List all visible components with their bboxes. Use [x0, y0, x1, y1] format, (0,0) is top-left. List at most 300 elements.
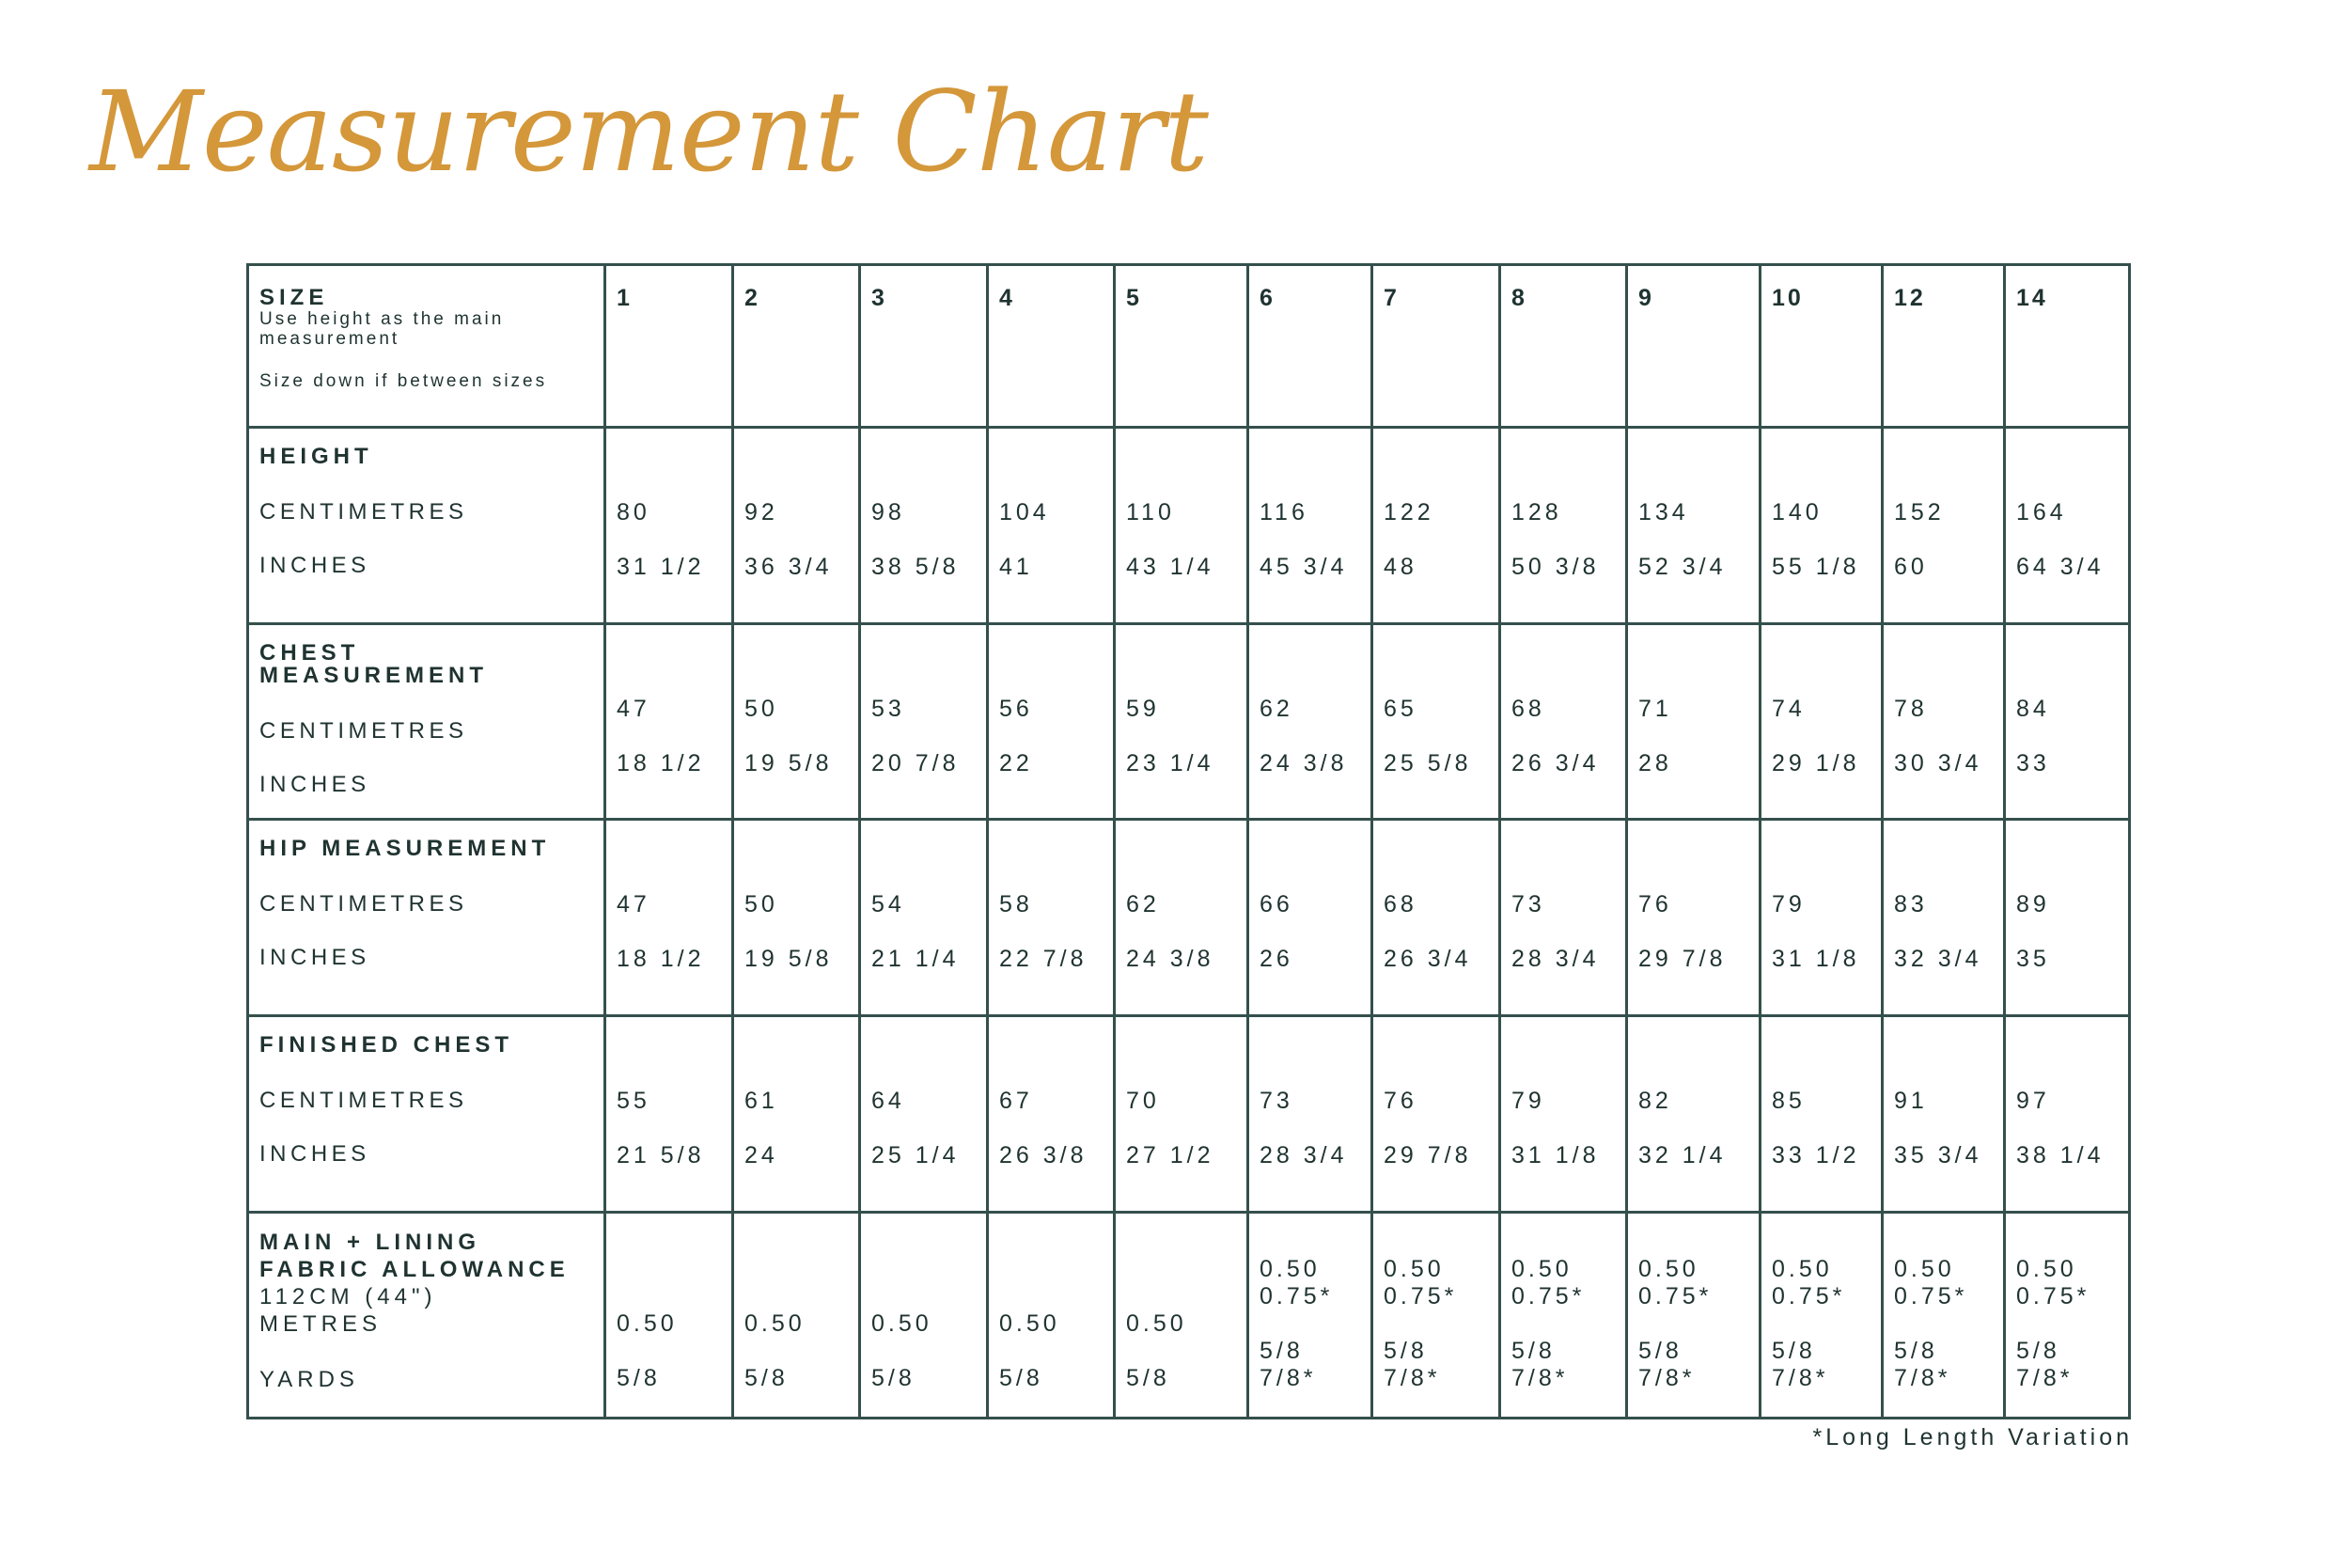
value-cell	[1500, 820, 1627, 1016]
inches-label: INCHES	[259, 552, 370, 578]
yards-long-value: 7/8*	[1772, 1365, 1829, 1392]
spacer	[1260, 642, 1361, 665]
metres-label: METRES	[259, 1311, 383, 1338]
value-cell	[1115, 623, 1248, 820]
centimetres-value: 59	[1126, 695, 1160, 722]
inches-label: INCHES	[259, 945, 370, 971]
centimetres-value: 53	[871, 695, 905, 722]
value-cell	[1761, 427, 1883, 623]
centimetres-label: CENTIMETRES	[259, 891, 468, 917]
spacer	[2016, 1034, 2119, 1057]
centimetres-value: 134	[1638, 498, 1689, 525]
inches-value: 38 5/8	[871, 553, 960, 580]
value-cell	[1627, 427, 1761, 623]
spacer	[1638, 1034, 1749, 1057]
size-5-header	[1115, 265, 1248, 428]
value-cell	[1883, 1016, 2005, 1213]
value-cell	[1248, 1016, 1372, 1213]
spacer	[744, 642, 849, 665]
inches-value: 50 3/8	[1511, 553, 1600, 580]
inches-value: 18 1/2	[617, 749, 705, 776]
spacer	[1772, 838, 1871, 860]
inches-value: 31 1/2	[617, 553, 705, 580]
value-cell	[2005, 427, 2130, 623]
inches-value: 31 1/8	[1772, 946, 1860, 973]
inches-value: 25 5/8	[1384, 749, 1472, 776]
centimetres-value: 128	[1511, 498, 1562, 525]
size-header-row	[248, 265, 2130, 428]
inches-value: 55 1/8	[1772, 553, 1860, 580]
spacer	[1126, 1034, 1237, 1057]
inches-value: 41	[999, 553, 1033, 580]
centimetres-value: 122	[1384, 498, 1434, 525]
spacer	[1772, 446, 1871, 468]
value-cell	[1248, 427, 1372, 623]
spacer	[1126, 642, 1237, 665]
value-cell	[1500, 623, 1627, 820]
yards-value: 5/8	[1638, 1338, 1683, 1365]
value-cell	[733, 623, 860, 820]
fabric-title-allowance: FABRIC ALLOWANCE	[259, 1257, 570, 1283]
centimetres-value: 73	[1511, 891, 1545, 918]
centimetres-value: 62	[1126, 891, 1160, 918]
centimetres-value: 47	[617, 891, 650, 918]
centimetres-value: 82	[1638, 1088, 1672, 1115]
value-cell	[1115, 1016, 1248, 1213]
centimetres-value: 164	[2016, 498, 2067, 525]
page-title: Measurement Chart	[89, 67, 1208, 196]
size-number: 8	[1511, 285, 1527, 311]
spacer	[617, 1034, 722, 1057]
centimetres-value: 79	[1772, 891, 1806, 918]
size-label: SIZE	[259, 285, 329, 310]
size-14-header	[2005, 265, 2130, 428]
metres-value: 0.50	[744, 1310, 806, 1338]
value-cell	[1761, 623, 1883, 820]
size-number: 2	[744, 285, 760, 311]
fabric-value-cell	[2005, 1213, 2130, 1419]
centimetres-value: 89	[2016, 891, 2050, 918]
spacer	[1260, 838, 1361, 860]
centimetres-value: 62	[1260, 695, 1293, 722]
spacer	[1384, 838, 1489, 860]
inches-value: 23 1/4	[1126, 749, 1214, 776]
spacer	[1894, 1034, 1994, 1057]
centimetres-value: 55	[617, 1088, 650, 1115]
section-row	[248, 623, 2130, 820]
value-cell	[1627, 1016, 1761, 1213]
inches-value: 26 3/8	[999, 1142, 1088, 1169]
size-8-header	[1500, 265, 1627, 428]
value-cell	[1761, 820, 1883, 1016]
yards-long-value: 7/8*	[1384, 1365, 1441, 1392]
centimetres-value: 47	[617, 695, 650, 722]
centimetres-value: 56	[999, 695, 1033, 722]
yards-long-value: 7/8*	[1894, 1365, 1951, 1392]
size-number: 5	[1126, 285, 1142, 311]
spacer	[2016, 446, 2119, 468]
section-label-cell	[248, 623, 605, 820]
value-cell	[605, 623, 733, 820]
value-cell	[988, 1016, 1115, 1213]
value-cell	[860, 820, 988, 1016]
centimetres-value: 85	[1772, 1088, 1806, 1115]
inches-value: 33 1/2	[1772, 1142, 1860, 1169]
inches-value: 35 3/4	[1894, 1142, 1982, 1169]
spacer	[871, 446, 977, 468]
value-cell	[1500, 1016, 1627, 1213]
size-note-between: Size down if between sizes	[259, 371, 548, 391]
value-cell	[1761, 1016, 1883, 1213]
value-cell	[988, 427, 1115, 623]
metres-value: 0.50	[871, 1310, 932, 1338]
value-cell	[2005, 1016, 2130, 1213]
metres-long-value: 0.75*	[1260, 1283, 1334, 1310]
yards-value: 5/8	[999, 1365, 1043, 1392]
spacer	[1384, 642, 1489, 665]
value-cell	[1372, 427, 1500, 623]
fabric-label-cell	[248, 1213, 605, 1419]
yards-value: 5/8	[2016, 1338, 2060, 1365]
inches-value: 22	[999, 749, 1033, 776]
spacer	[871, 1034, 977, 1057]
section-label-cell	[248, 1016, 605, 1213]
value-cell	[1500, 427, 1627, 623]
metres-value: 0.50	[1260, 1256, 1321, 1283]
spacer	[2016, 642, 2119, 665]
yards-long-value: 7/8*	[1511, 1365, 1569, 1392]
size-4-header	[988, 265, 1115, 428]
section-row	[248, 820, 2130, 1016]
value-cell	[860, 1016, 988, 1213]
inches-value: 38 1/4	[2016, 1142, 2105, 1169]
centimetres-value: 68	[1511, 695, 1545, 722]
value-cell	[1248, 623, 1372, 820]
value-cell	[733, 820, 860, 1016]
value-cell	[860, 623, 988, 820]
section-title: CHEST MEASUREMENT	[259, 639, 489, 688]
inches-value: 26	[1260, 946, 1293, 973]
metres-value: 0.50	[1384, 1256, 1445, 1283]
size-6-header	[1248, 265, 1372, 428]
spacer	[744, 1034, 849, 1057]
inches-value: 52 3/4	[1638, 553, 1727, 580]
spacer	[617, 838, 722, 860]
centimetres-value: 140	[1772, 498, 1823, 525]
yards-long-value: 7/8*	[1638, 1365, 1696, 1392]
centimetres-value: 73	[1260, 1088, 1293, 1115]
inches-value: 27 1/2	[1126, 1142, 1214, 1169]
fabric-value-cell	[1500, 1213, 1627, 1419]
yards-long-value: 7/8*	[2016, 1365, 2074, 1392]
yards-label: YARDS	[259, 1367, 359, 1393]
centimetres-value: 92	[744, 498, 778, 525]
centimetres-value: 61	[744, 1088, 778, 1115]
measurement-table	[246, 263, 2131, 1419]
metres-value: 0.50	[1126, 1310, 1187, 1338]
spacer	[1126, 446, 1237, 468]
metres-value: 0.50	[617, 1310, 678, 1338]
centimetres-value: 104	[999, 498, 1050, 525]
table-body	[248, 265, 2130, 1419]
value-cell	[605, 1016, 733, 1213]
inches-value: 26 3/4	[1384, 946, 1472, 973]
metres-value: 0.50	[1894, 1256, 1955, 1283]
spacer	[999, 642, 1104, 665]
inches-value: 30 3/4	[1894, 749, 1982, 776]
metres-long-value: 0.75*	[1772, 1283, 1846, 1310]
centimetres-value: 68	[1384, 891, 1417, 918]
centimetres-value: 152	[1894, 498, 1945, 525]
metres-value: 0.50	[1511, 1256, 1573, 1283]
yards-value: 5/8	[1384, 1338, 1428, 1365]
spacer	[1772, 1034, 1871, 1057]
centimetres-value: 83	[1894, 891, 1928, 918]
inches-value: 28	[1638, 749, 1672, 776]
spacer	[999, 838, 1104, 860]
inches-value: 29 7/8	[1638, 946, 1727, 973]
spacer	[871, 838, 977, 860]
metres-value: 0.50	[1638, 1256, 1699, 1283]
spacer	[617, 446, 722, 468]
size-7-header	[1372, 265, 1500, 428]
centimetres-value: 110	[1126, 498, 1175, 525]
inches-value: 31 1/8	[1511, 1142, 1600, 1169]
size-1-header	[605, 265, 733, 428]
fabric-value-cell	[1372, 1213, 1500, 1419]
yards-long-value: 7/8*	[1260, 1365, 1317, 1392]
fabric-value-cell	[988, 1213, 1115, 1419]
value-cell	[2005, 820, 2130, 1016]
value-cell	[1627, 623, 1761, 820]
inches-value: 43 1/4	[1126, 553, 1214, 580]
inches-value: 64 3/4	[2016, 553, 2105, 580]
inches-value: 21 5/8	[617, 1142, 705, 1169]
fabric-value-cell	[1248, 1213, 1372, 1419]
centimetres-value: 80	[617, 498, 650, 525]
value-cell	[1115, 427, 1248, 623]
inches-value: 18 1/2	[617, 946, 705, 973]
size-number: 1	[617, 285, 633, 311]
inches-value: 28 3/4	[1511, 946, 1600, 973]
size-number: 7	[1384, 285, 1400, 311]
inches-label: INCHES	[259, 1141, 370, 1168]
centimetres-label: CENTIMETRES	[259, 498, 468, 525]
size-number: 14	[2016, 285, 2048, 311]
inches-value: 21 1/4	[871, 946, 960, 973]
fabric-title-main-lining: MAIN + LINING	[259, 1230, 481, 1256]
spacer	[1894, 838, 1994, 860]
inches-value: 32 1/4	[1638, 1142, 1727, 1169]
size-number: 6	[1260, 285, 1276, 311]
value-cell	[733, 1016, 860, 1213]
spacer	[1384, 446, 1489, 468]
size-number: 12	[1894, 285, 1926, 311]
metres-long-value: 0.75*	[2016, 1283, 2090, 1310]
yards-value: 5/8	[871, 1365, 916, 1392]
size-10-header	[1761, 265, 1883, 428]
section-row	[248, 427, 2130, 623]
inches-value: 20 7/8	[871, 749, 960, 776]
inches-value: 32 3/4	[1894, 946, 1982, 973]
value-cell	[1883, 820, 2005, 1016]
fabric-value-cell	[1761, 1213, 1883, 1419]
value-cell	[1248, 820, 1372, 1016]
spacer	[999, 1034, 1104, 1057]
size-note-height: Use height as the main measurement	[259, 309, 505, 349]
value-cell	[1372, 623, 1500, 820]
spacer	[1894, 446, 1994, 468]
centimetres-value: 74	[1772, 695, 1806, 722]
spacer	[1511, 446, 1616, 468]
value-cell	[1372, 820, 1500, 1016]
inches-value: 24	[744, 1142, 778, 1169]
spacer	[617, 642, 722, 665]
spacer	[1511, 642, 1616, 665]
inches-value: 24 3/8	[1260, 749, 1348, 776]
size-number: 10	[1772, 285, 1804, 311]
centimetres-value: 116	[1260, 498, 1308, 525]
spacer	[1511, 1034, 1616, 1057]
fabric-value-cell	[1883, 1213, 2005, 1419]
inches-value: 33	[2016, 749, 2050, 776]
size-number: 3	[871, 285, 887, 311]
value-cell	[605, 820, 733, 1016]
value-cell	[605, 427, 733, 623]
spacer	[744, 446, 849, 468]
value-cell	[2005, 623, 2130, 820]
inches-value: 45 3/4	[1260, 553, 1348, 580]
spacer	[1772, 642, 1871, 665]
centimetres-value: 97	[2016, 1088, 2050, 1115]
inches-value: 22 7/8	[999, 946, 1088, 973]
inches-value: 35	[2016, 946, 2050, 973]
inches-value: 26 3/4	[1511, 749, 1600, 776]
spacer	[1894, 642, 1994, 665]
inches-value: 29 1/8	[1772, 749, 1860, 776]
size-9-header	[1627, 265, 1761, 428]
section-title: FINISHED CHEST	[259, 1032, 514, 1058]
centimetres-value: 50	[744, 891, 778, 918]
spacer	[1126, 838, 1237, 860]
yards-value: 5/8	[617, 1365, 661, 1392]
metres-value: 0.50	[1772, 1256, 1833, 1283]
inches-value: 19 5/8	[744, 946, 833, 973]
spacer	[2016, 838, 2119, 860]
value-cell	[1627, 820, 1761, 1016]
inches-value: 48	[1384, 553, 1417, 580]
metres-long-value: 0.75*	[1894, 1283, 1968, 1310]
yards-value: 5/8	[744, 1365, 789, 1392]
inches-value: 19 5/8	[744, 749, 833, 776]
fabric-value-cell	[605, 1213, 733, 1419]
metres-value: 0.50	[999, 1310, 1060, 1338]
footnote: *Long Length Variation	[1812, 1424, 2133, 1450]
size-12-header	[1883, 265, 2005, 428]
value-cell	[1115, 820, 1248, 1016]
value-cell	[1883, 427, 2005, 623]
centimetres-value: 67	[999, 1088, 1033, 1115]
centimetres-value: 76	[1638, 891, 1672, 918]
size-3-header	[860, 265, 988, 428]
section-title: HIP MEASUREMENT	[259, 836, 551, 862]
section-row	[248, 1016, 2130, 1213]
centimetres-value: 70	[1126, 1088, 1160, 1115]
inches-value: 36 3/4	[744, 553, 833, 580]
spacer	[871, 642, 977, 665]
yards-value: 5/8	[1772, 1338, 1816, 1365]
centimetres-value: 98	[871, 498, 905, 525]
fabric-value-cell	[1627, 1213, 1761, 1419]
inches-value: 28 3/4	[1260, 1142, 1348, 1169]
centimetres-label: CENTIMETRES	[259, 717, 468, 744]
centimetres-label: CENTIMETRES	[259, 1088, 468, 1114]
fabric-value-cell	[860, 1213, 988, 1419]
section-label-cell	[248, 427, 605, 623]
spacer	[1638, 446, 1749, 468]
section-title: HEIGHT	[259, 443, 373, 469]
spacer	[744, 838, 849, 860]
spacer	[1260, 1034, 1361, 1057]
metres-long-value: 0.75*	[1638, 1283, 1713, 1310]
yards-value: 5/8	[1511, 1338, 1556, 1365]
centimetres-value: 65	[1384, 695, 1417, 722]
fabric-allowance-row	[248, 1213, 2130, 1419]
centimetres-value: 58	[999, 891, 1033, 918]
inches-value: 29 7/8	[1384, 1142, 1472, 1169]
section-label-cell	[248, 820, 605, 1016]
centimetres-value: 64	[871, 1088, 905, 1115]
centimetres-value: 71	[1638, 695, 1672, 722]
fabric-value-cell	[733, 1213, 860, 1419]
value-cell	[988, 623, 1115, 820]
size-2-header	[733, 265, 860, 428]
yards-value: 5/8	[1894, 1338, 1938, 1365]
metres-value: 0.50	[2016, 1256, 2077, 1283]
value-cell	[988, 820, 1115, 1016]
spacer	[1511, 838, 1616, 860]
size-header-cell	[248, 265, 605, 428]
inches-value: 25 1/4	[871, 1142, 960, 1169]
centimetres-value: 79	[1511, 1088, 1545, 1115]
metres-long-value: 0.75*	[1384, 1283, 1458, 1310]
fabric-value-cell	[1115, 1213, 1248, 1419]
spacer	[1638, 642, 1749, 665]
spacer	[1260, 446, 1361, 468]
spacer	[1384, 1034, 1489, 1057]
centimetres-value: 66	[1260, 891, 1293, 918]
value-cell	[1883, 623, 2005, 820]
value-cell	[860, 427, 988, 623]
value-cell	[1372, 1016, 1500, 1213]
metres-long-value: 0.75*	[1511, 1283, 1586, 1310]
spacer	[1638, 838, 1749, 860]
centimetres-value: 54	[871, 891, 905, 918]
value-cell	[733, 427, 860, 623]
yards-value: 5/8	[1260, 1338, 1304, 1365]
centimetres-value: 84	[2016, 695, 2050, 722]
spacer	[999, 446, 1104, 468]
inches-value: 60	[1894, 553, 1928, 580]
inches-label: INCHES	[259, 771, 370, 797]
yards-value: 5/8	[1126, 1365, 1170, 1392]
centimetres-value: 91	[1894, 1088, 1928, 1115]
inches-value: 24 3/8	[1126, 946, 1214, 973]
centimetres-value: 76	[1384, 1088, 1417, 1115]
size-number: 9	[1638, 285, 1654, 311]
centimetres-value: 50	[744, 695, 778, 722]
centimetres-value: 78	[1894, 695, 1928, 722]
